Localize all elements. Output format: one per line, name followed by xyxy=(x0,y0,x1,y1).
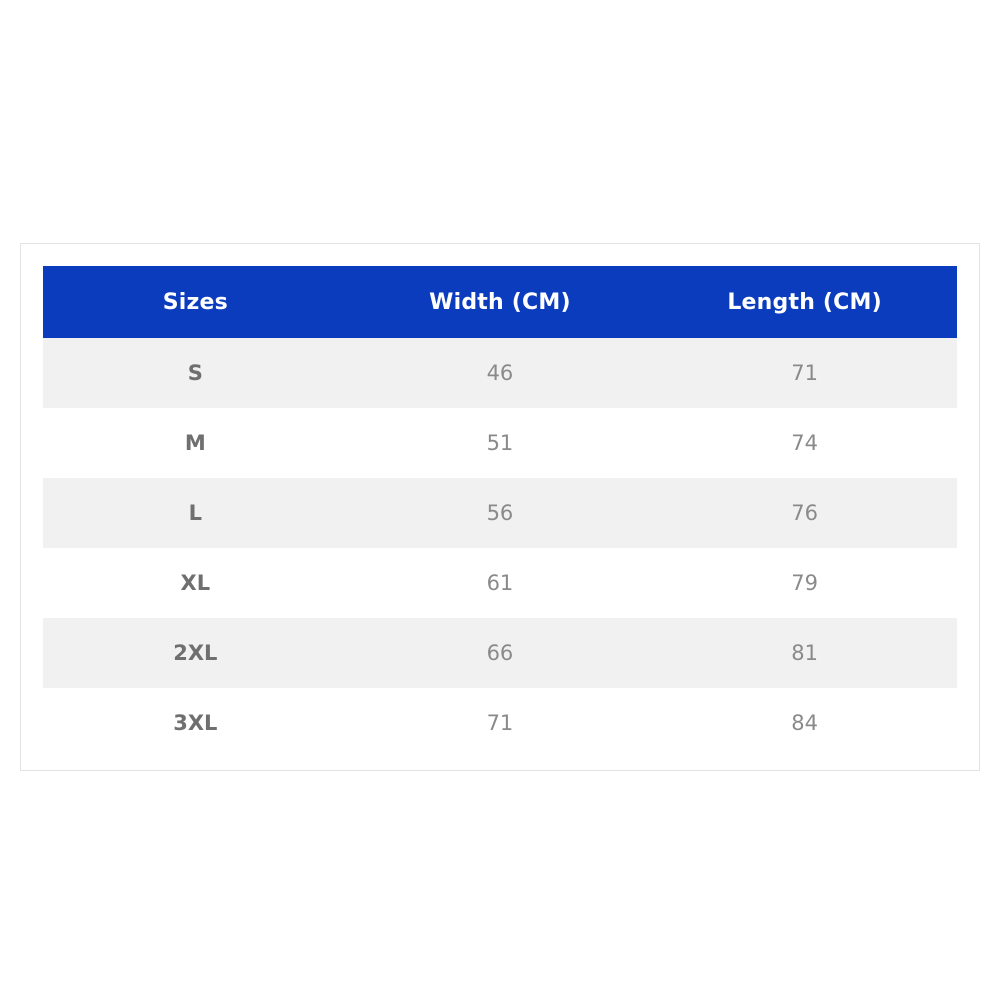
cell-width: 46 xyxy=(348,338,653,408)
cell-length: 84 xyxy=(652,688,957,758)
cell-size: S xyxy=(43,338,348,408)
cell-width: 71 xyxy=(348,688,653,758)
cell-width: 61 xyxy=(348,548,653,618)
cell-size: XL xyxy=(43,548,348,618)
cell-width: 66 xyxy=(348,618,653,688)
cell-width: 51 xyxy=(348,408,653,478)
table-body xyxy=(43,338,957,758)
table-row xyxy=(43,548,957,618)
column-header-length: Length (CM) xyxy=(652,266,957,338)
cell-width: 56 xyxy=(348,478,653,548)
cell-length: 79 xyxy=(652,548,957,618)
table-header-row xyxy=(43,266,957,338)
size-chart-card xyxy=(20,243,980,771)
cell-size: 3XL xyxy=(43,688,348,758)
table-row xyxy=(43,688,957,758)
cell-length: 74 xyxy=(652,408,957,478)
cell-size: 2XL xyxy=(43,618,348,688)
table-row xyxy=(43,408,957,478)
table-row xyxy=(43,338,957,408)
table-row xyxy=(43,478,957,548)
cell-size: M xyxy=(43,408,348,478)
size-chart-table xyxy=(43,266,957,758)
cell-length: 81 xyxy=(652,618,957,688)
cell-length: 71 xyxy=(652,338,957,408)
column-header-width: Width (CM) xyxy=(348,266,653,338)
column-header-sizes: Sizes xyxy=(43,266,348,338)
table-row xyxy=(43,618,957,688)
table-header xyxy=(43,266,957,338)
cell-size: L xyxy=(43,478,348,548)
cell-length: 76 xyxy=(652,478,957,548)
